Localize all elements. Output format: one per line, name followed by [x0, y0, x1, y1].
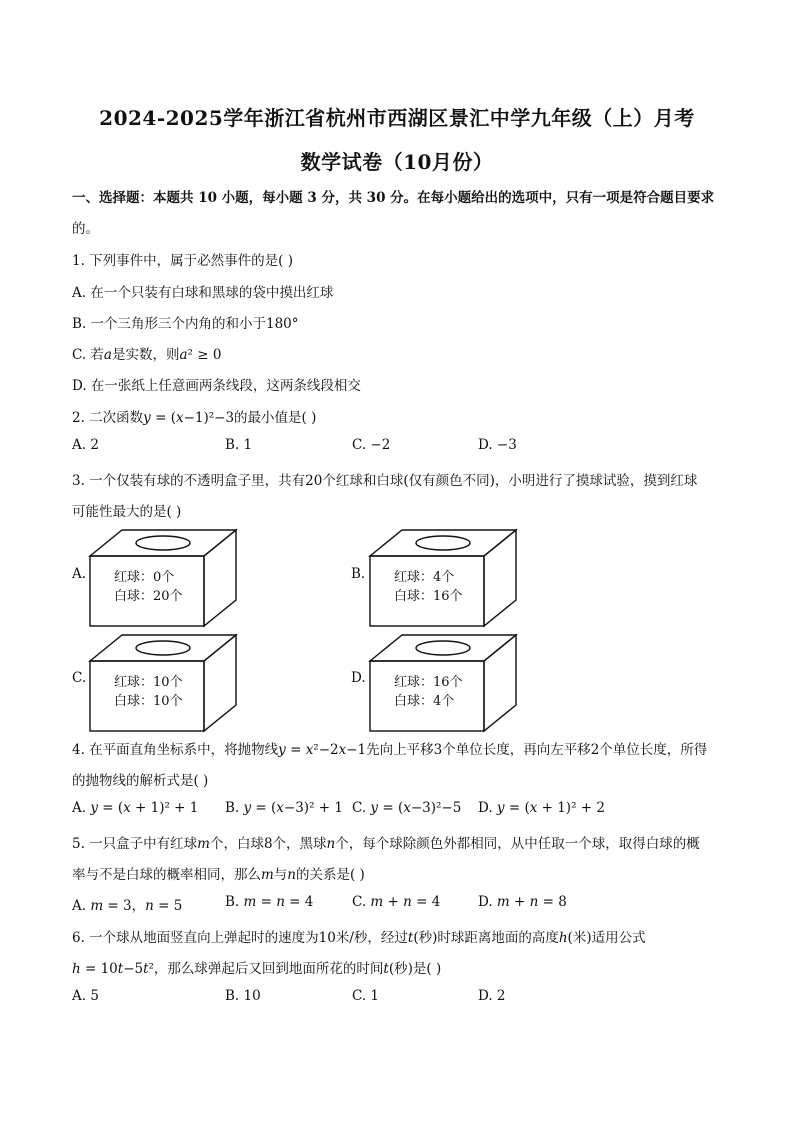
q3-option-b-white: 白球：16个: [394, 589, 463, 604]
q4-option-a: A. 𝑦 = (𝑥 + 1)² + 1: [72, 800, 199, 816]
q5-option-d: D. 𝑚 + 𝑛 = 8: [478, 894, 567, 910]
section-intro-line2: 的。: [72, 221, 99, 237]
q6-stem-line1: 6. 一个球从地面竖直向上弹起时的速度为10米/秒，经过𝑡(秒)时球距离地面的高度ℎ(米)适用公式: [72, 930, 646, 946]
q3-option-c-white: 白球：10个: [114, 694, 183, 709]
q3-option-a-box: [88, 528, 238, 628]
q2-option-a: A. 2: [72, 437, 99, 453]
q6-option-b: B. 10: [225, 988, 261, 1004]
q1-option-d: D. 在一张纸上任意画两条线段，这两条线段相交: [72, 378, 361, 394]
q3-option-a-label: A.: [72, 566, 87, 582]
exam-title-line1: 2024-2025学年浙江省杭州市西湖区景汇中学九年级（上）月考: [99, 106, 695, 130]
q6-option-c: C. 1: [352, 988, 380, 1004]
q3-option-b-label: B.: [351, 566, 366, 582]
q1-option-c: C. 若𝑎是实数，则𝑎² ≥ 0: [72, 347, 222, 363]
q3-option-d-white: 白球：4个: [394, 694, 455, 709]
q6-option-a: A. 5: [72, 988, 99, 1004]
q1-option-b: B. 一个三角形三个内角的和小于180°: [72, 316, 299, 332]
q4-stem-line1: 4. 在平面直角坐标系中，将抛物线𝑦 = 𝑥²−2𝑥−1先向上平移3个单位长度，再向左平移2个单位长度，所得: [72, 742, 708, 758]
q6-option-d: D. 2: [478, 988, 506, 1004]
q5-option-b: B. 𝑚 = 𝑛 = 4: [225, 894, 314, 910]
q3-stem-line2: 可能性最大的是( ): [72, 504, 182, 520]
q2-option-b: B. 1: [225, 437, 253, 453]
q5-option-a: A. 𝑚 = 3，𝑛 = 5: [72, 898, 183, 914]
q3-option-a-red: 红球：0个: [114, 570, 175, 585]
q5-stem-line1: 5. 一只盒子中有红球𝑚个，白球8个，黑球𝑛个，每个球除颜色外都相同，从中任取一个球，取得白球的概: [72, 836, 700, 852]
q3-option-b-red: 红球：4个: [394, 570, 455, 585]
q6-stem-line2: ℎ = 10𝑡−5𝑡²，那么球弹起后又回到地面所花的时间𝑡(秒)是( ): [72, 961, 442, 977]
q1-stem: 1. 下列事件中，属于必然事件的是( ): [72, 253, 293, 269]
q3-option-a-white: 白球：20个: [114, 589, 183, 604]
q3-option-d-red: 红球：16个: [394, 675, 463, 690]
q3-option-d-label: D.: [351, 670, 366, 686]
q4-option-b: B. 𝑦 = (𝑥−3)² + 1: [225, 800, 343, 816]
q5-option-c: C. 𝑚 + 𝑛 = 4: [352, 894, 441, 910]
q5-stem-line2: 率与不是白球的概率相同，那么𝑚与𝑛的关系是( ): [72, 867, 365, 883]
q3-option-b-box: [368, 528, 518, 628]
q3-option-c-red: 红球：10个: [114, 675, 183, 690]
q4-stem-line2: 的抛物线的解析式是( ): [72, 773, 209, 789]
q2-option-d: D. −3: [478, 437, 517, 453]
q3-option-c-label: C.: [72, 670, 87, 686]
q3-option-c-box: [88, 633, 238, 733]
q3-option-d-box: [368, 633, 518, 733]
section-intro-line1: 一、选择题：本题共 10 小题，每小题 3 分，共 30 分。在每小题给出的选项中，只有一项是符合题目要求: [72, 190, 715, 206]
q1-option-a: A. 在一个只装有白球和黑球的袋中摸出红球: [72, 285, 334, 301]
q3-stem-line1: 3. 一个仅装有球的不透明盒子里，共有20个红球和白球(仅有颜色不同)，小明进行了摸球试验，摸到红球: [72, 473, 698, 489]
q4-option-d: D. 𝑦 = (𝑥 + 1)² + 2: [478, 800, 605, 816]
exam-title-line2: 数学试卷（10月份）: [300, 150, 494, 174]
q4-option-c: C. 𝑦 = (𝑥−3)²−5: [352, 800, 462, 816]
q2-option-c: C. −2: [352, 437, 391, 453]
q2-stem: 2. 二次函数𝑦 = (𝑥−1)²−3的最小值是( ): [72, 410, 317, 426]
